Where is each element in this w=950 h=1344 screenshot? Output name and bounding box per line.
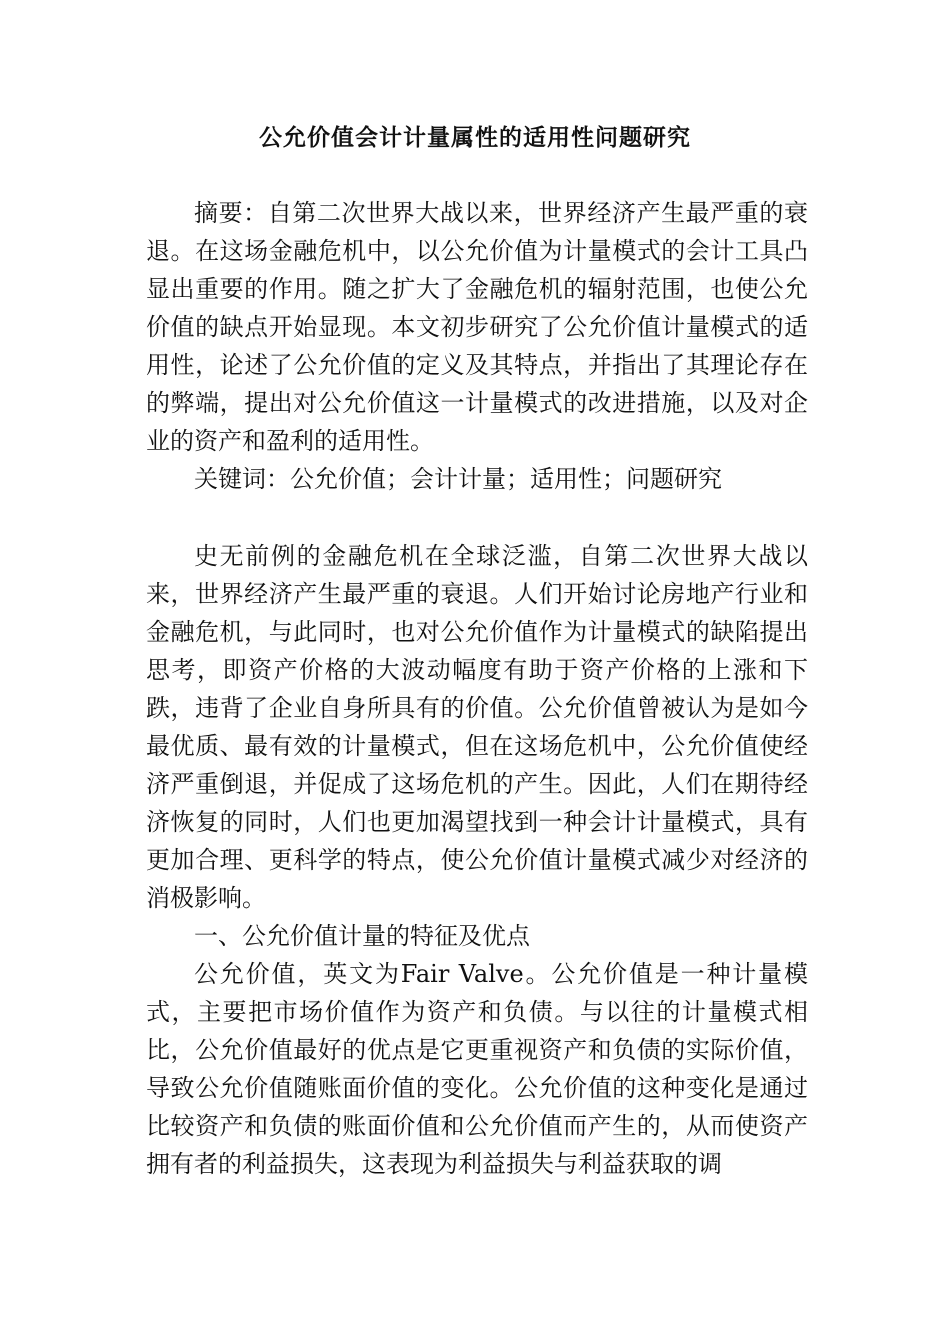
abstract-paragraph: 摘要：自第二次世界大战以来，世界经济产生最严重的衰退。在这场金融危机中，以公允价值为计量模式的会计工具凸显出重要的作用。随之扩大了金融危机的辐射范围，也使公允价值的缺点开始显现。本文初步研究了公允价值计量模式的适用性，论述了公允价值的定义及其特点，并指出了其理论存在的弊端，提出对公允价值这一计量模式的改进措施，以及对企业的资产和盈利的适用性。 xyxy=(146,199,808,455)
document-title: 公允价值会计计量属性的适用性问题研究 xyxy=(259,125,691,151)
section-heading: 一、公允价值计量的特征及优点 xyxy=(194,922,530,950)
main-body xyxy=(146,537,808,1183)
keywords-paragraph: 关键词：公允价值；会计计量；适用性；问题研究 xyxy=(194,465,722,493)
abstract-section xyxy=(146,194,808,498)
section-paragraph: 公允价值，英文为Fair Valve。公允价值是一种计量模式，主要把市场价值作为资产和负债。与以往的计量模式相比，公允价值最好的优点是它更重视资产和负债的实际价值，导致公允价值随账面价值的变化。公允价值的这种变化是通过比较资产和负债的账面价值和公允价值而产生的，从而使资产拥有者的利益损失，这表现为利益损失与利益获取的调 xyxy=(146,960,808,1178)
intro-paragraph: 史无前例的金融危机在全球泛滥，自第二次世界大战以来，世界经济产生最严重的衰退。人们开始讨论房地产行业和金融危机，与此同时，也对公允价值作为计量模式的缺陷提出思考，即资产价格的大波动幅度有助于资产价格的上涨和下跌，违背了企业自身所具有的价值。公允价值曾被认为是如今最优质、最有效的计量模式，但在这场危机中，公允价值使经济严重倒退，并促成了这场危机的产生。因此，人们在期待经济恢复的同时，人们也更加渴望找到一种会计计量模式，具有更加合理、更科学的特点，使公允价值计量模式减少对经济的消极影响。 xyxy=(146,542,808,912)
